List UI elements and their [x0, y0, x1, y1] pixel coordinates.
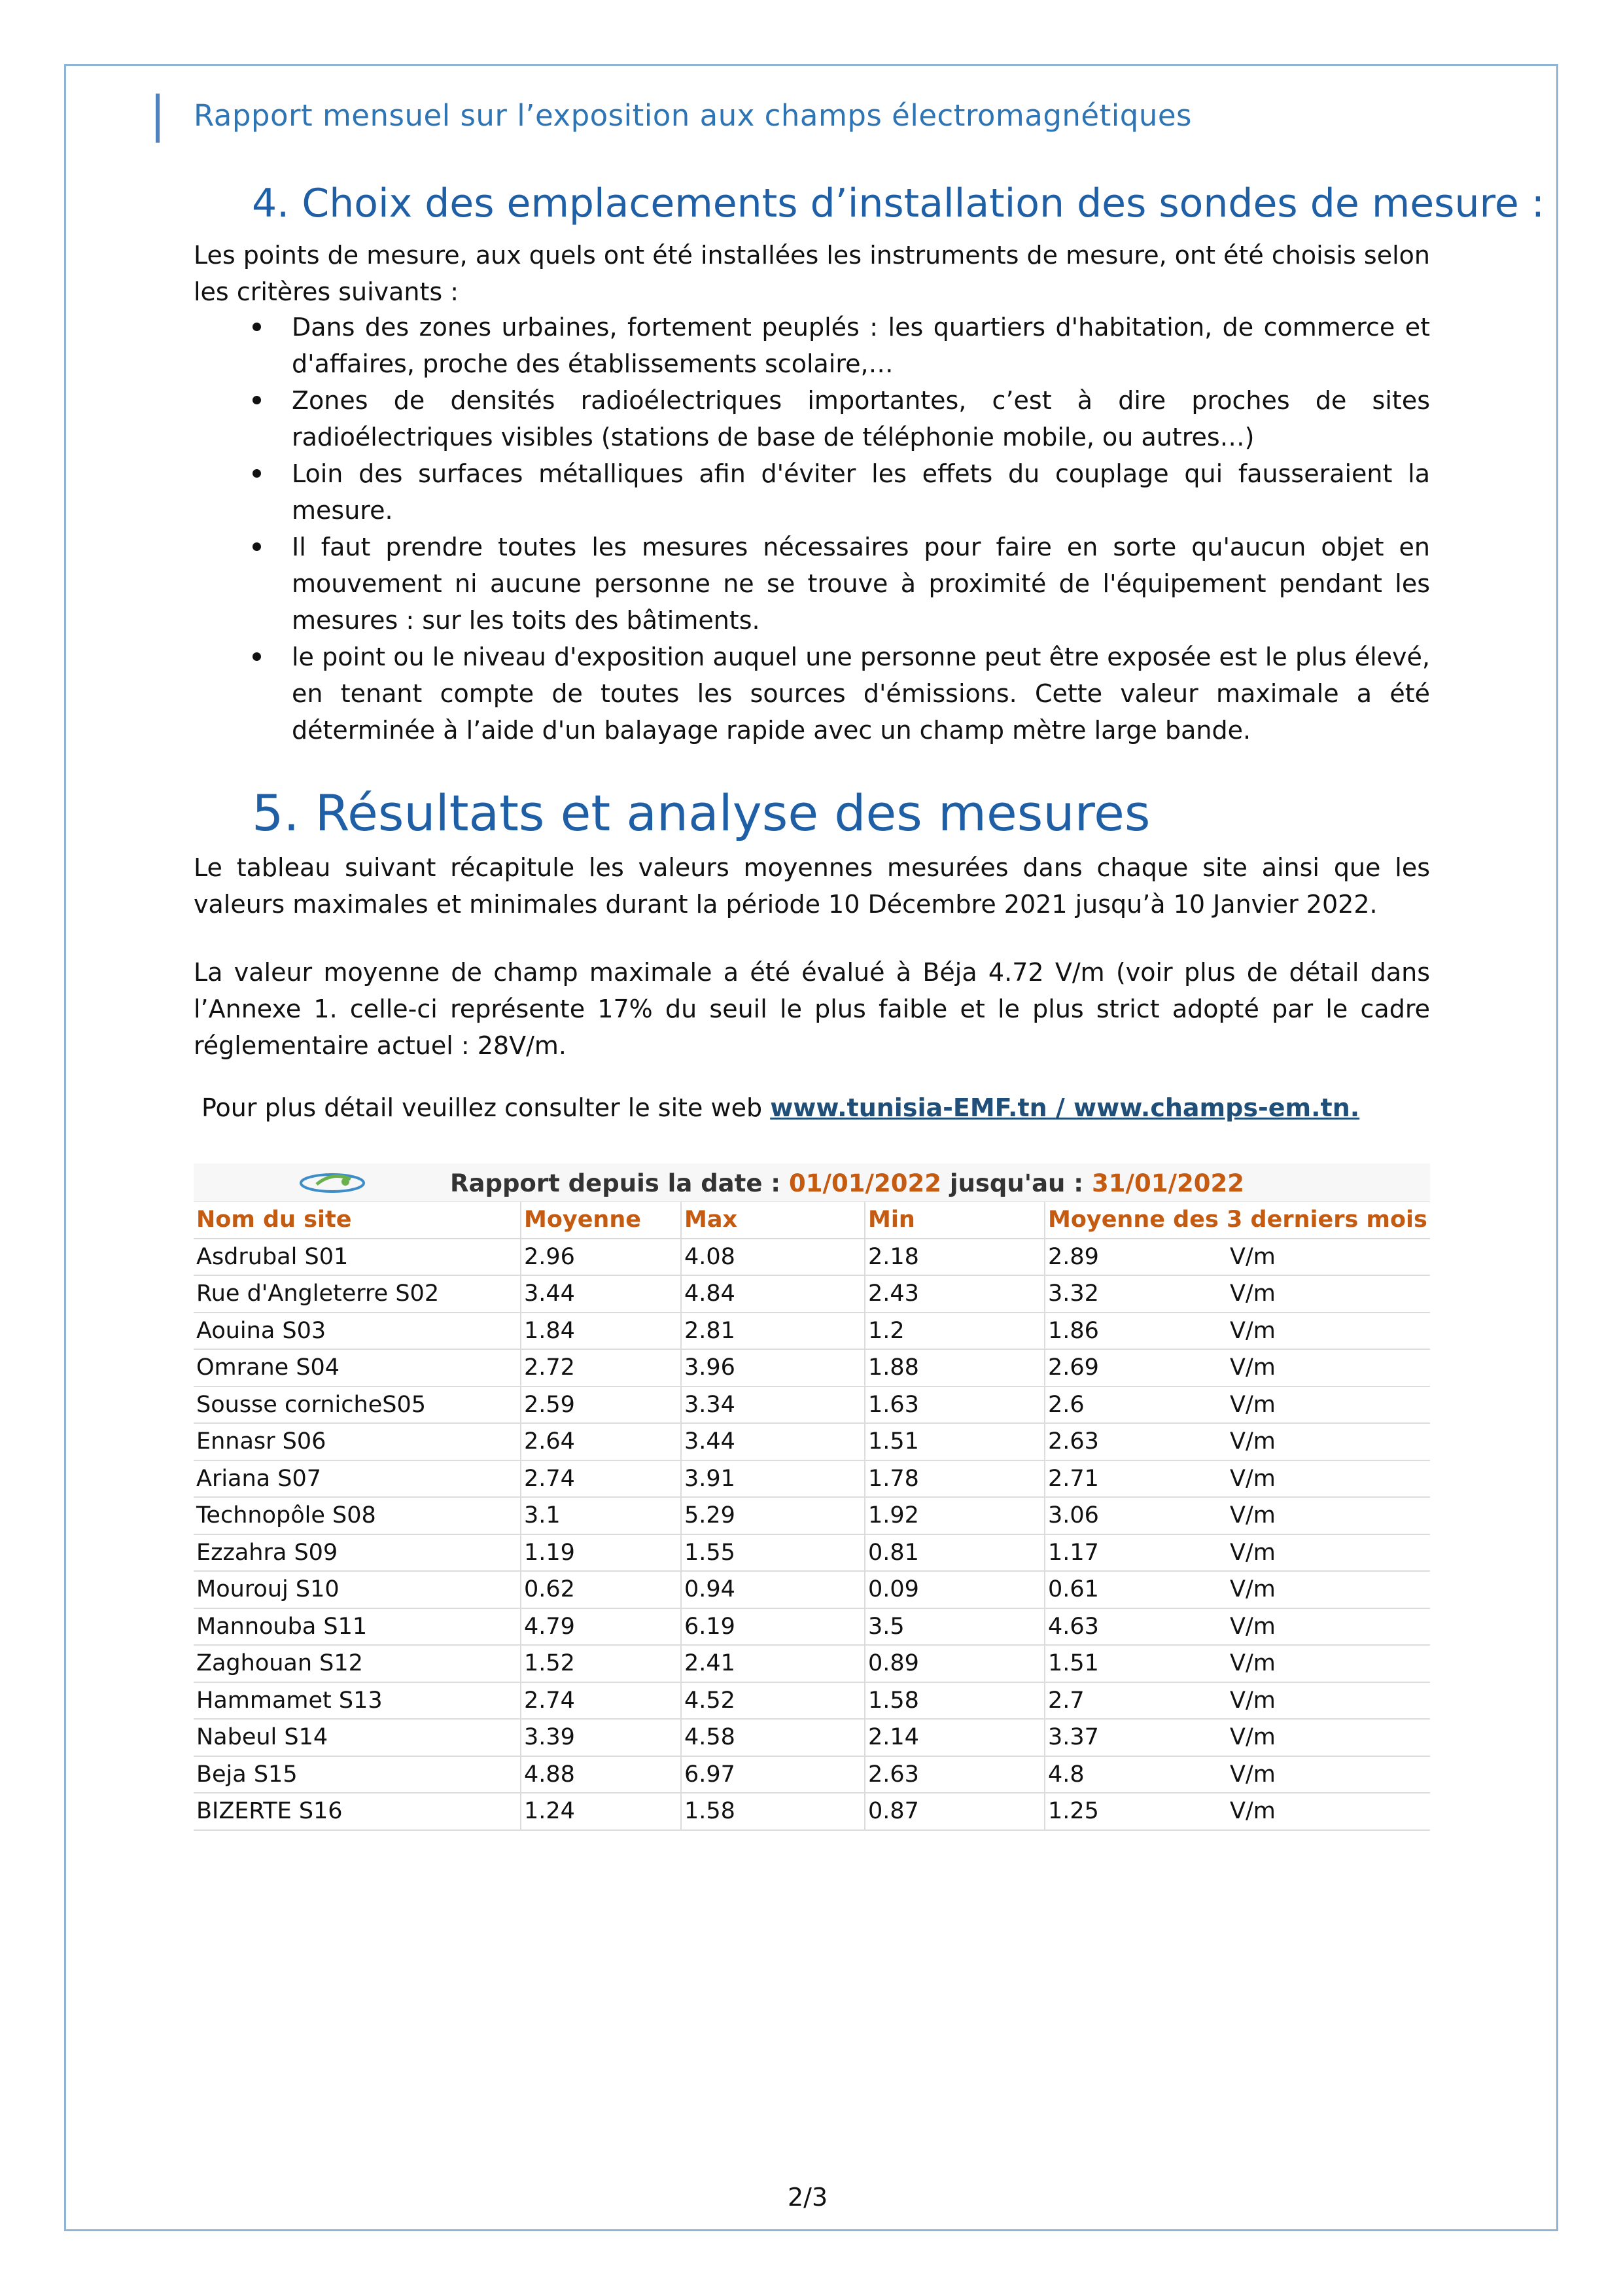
cell-moyenne-3-mois: 1.25 [1045, 1793, 1227, 1830]
cell-moyenne: 3.1 [521, 1497, 681, 1534]
table-row [194, 1386, 1430, 1424]
cell-min: 0.81 [865, 1534, 1045, 1572]
cell-moyenne-3-mois: 2.63 [1045, 1423, 1227, 1460]
cell-moyenne-3-mois: 2.6 [1045, 1386, 1227, 1424]
cell-unit: V/m [1227, 1386, 1430, 1424]
cell-moyenne: 1.84 [521, 1313, 681, 1350]
cell-site: Aouina S03 [194, 1313, 521, 1350]
cell-site: Nabeul S14 [194, 1719, 521, 1756]
cell-moyenne-3-mois: 1.86 [1045, 1313, 1227, 1350]
cell-min: 2.43 [865, 1275, 1045, 1313]
table-title: Rapport depuis la date : 01/01/2022 jusqu'au : 31/01/2022 [450, 1169, 1244, 1197]
cell-moyenne: 2.74 [521, 1460, 681, 1498]
cell-max: 2.81 [681, 1313, 865, 1350]
table-row [194, 1275, 1430, 1313]
cell-min: 1.88 [865, 1349, 1045, 1386]
date-from: 01/01/2022 [789, 1169, 941, 1197]
cell-moyenne: 4.79 [521, 1608, 681, 1646]
criteria-list [194, 309, 1430, 749]
cell-moyenne-3-mois: 1.51 [1045, 1645, 1227, 1682]
bullet-icon [253, 323, 261, 331]
cell-moyenne-3-mois: 4.63 [1045, 1608, 1227, 1646]
table-row [194, 1608, 1430, 1646]
cell-max: 1.58 [681, 1793, 865, 1830]
cell-min: 0.09 [865, 1571, 1045, 1608]
date-to: 31/01/2022 [1091, 1169, 1244, 1197]
cell-moyenne: 0.62 [521, 1571, 681, 1608]
bullet-icon [253, 469, 261, 478]
cell-moyenne-3-mois: 3.37 [1045, 1719, 1227, 1756]
col-header-max: Max [681, 1202, 865, 1239]
cell-site: Rue d'Angleterre S02 [194, 1275, 521, 1313]
cell-unit: V/m [1227, 1571, 1430, 1608]
section-5-para-1: Le tableau suivant récapitule les valeurs moyennes mesurées dans chaque site ainsi que les valeurs maximales et minimales durant la période 10 Décembre 2021 jusqu’à 10 Janvier 2022. [194, 853, 1430, 919]
cell-site: Mourouj S10 [194, 1571, 521, 1608]
bullet-icon [253, 542, 261, 551]
cell-moyenne: 2.64 [521, 1423, 681, 1460]
section-5-heading: 5. Résultats et analyse des mesures [252, 784, 1151, 842]
cell-site: Ezzahra S09 [194, 1534, 521, 1572]
table-header-row [194, 1202, 1430, 1239]
list-item: le point ou le niveau d'exposition auquel une personne peut être exposée est le plus élevé, en tenant compte de toutes les sources d'émissions. Cette valeur maximale a été déterminée à l’aide d'un balayage rapide avec un champ mètre large bande. [194, 639, 1430, 749]
list-item: Loin des surfaces métalliques afin d'éviter les effets du couplage qui fausseraient la mesure. [194, 455, 1430, 529]
cell-moyenne: 2.96 [521, 1239, 681, 1276]
cell-max: 3.91 [681, 1460, 865, 1498]
col-header-site: Nom du site [194, 1202, 521, 1239]
cell-min: 3.5 [865, 1608, 1045, 1646]
section-4-intro: Les points de mesure, aux quels ont été installées les instruments de mesure, ont été choisis selon les critères suivants : [194, 241, 1430, 306]
table-row [194, 1239, 1430, 1276]
table-title-bar [194, 1163, 1430, 1202]
cell-max: 4.84 [681, 1275, 865, 1313]
cell-moyenne-3-mois: 0.61 [1045, 1571, 1227, 1608]
cell-moyenne: 2.74 [521, 1682, 681, 1720]
cell-max: 0.94 [681, 1571, 865, 1608]
data-table [194, 1202, 1430, 1831]
table-row [194, 1682, 1430, 1720]
cell-unit: V/m [1227, 1239, 1430, 1276]
cell-unit: V/m [1227, 1793, 1430, 1830]
table-row [194, 1793, 1430, 1830]
cell-site: Ariana S07 [194, 1460, 521, 1498]
cell-site: Asdrubal S01 [194, 1239, 521, 1276]
cell-min: 2.18 [865, 1239, 1045, 1276]
cell-max: 3.34 [681, 1386, 865, 1424]
cell-unit: V/m [1227, 1756, 1430, 1793]
page-number: 2/3 [788, 2183, 828, 2212]
cell-moyenne-3-mois: 2.89 [1045, 1239, 1227, 1276]
cell-min: 0.87 [865, 1793, 1045, 1830]
cell-site: Omrane S04 [194, 1349, 521, 1386]
table-row [194, 1719, 1430, 1756]
cell-unit: V/m [1227, 1534, 1430, 1572]
cell-min: 2.14 [865, 1719, 1045, 1756]
cell-unit: V/m [1227, 1349, 1430, 1386]
header-title: Rapport mensuel sur l’exposition aux champs électromagnétiques [194, 98, 1192, 133]
cell-moyenne: 4.88 [521, 1756, 681, 1793]
cell-min: 0.89 [865, 1645, 1045, 1682]
cell-moyenne: 3.44 [521, 1275, 681, 1313]
cell-site: Mannouba S11 [194, 1608, 521, 1646]
cell-site: Zaghouan S12 [194, 1645, 521, 1682]
col-header-moyenne: Moyenne [521, 1202, 681, 1239]
cell-moyenne-3-mois: 1.17 [1045, 1534, 1227, 1572]
table-row [194, 1534, 1430, 1572]
cell-moyenne-3-mois: 2.7 [1045, 1682, 1227, 1720]
cell-unit: V/m [1227, 1275, 1430, 1313]
cell-moyenne-3-mois: 2.69 [1045, 1349, 1227, 1386]
cell-site: Sousse cornicheS05 [194, 1386, 521, 1424]
cell-max: 3.44 [681, 1423, 865, 1460]
cell-unit: V/m [1227, 1608, 1430, 1646]
cell-moyenne-3-mois: 2.71 [1045, 1460, 1227, 1498]
cell-moyenne: 3.39 [521, 1719, 681, 1756]
cell-max: 6.19 [681, 1608, 865, 1646]
col-header-moyenne-3-mois: Moyenne des 3 derniers mois [1045, 1202, 1430, 1239]
cell-unit: V/m [1227, 1423, 1430, 1460]
cell-unit: V/m [1227, 1719, 1430, 1756]
section-5-para-2: La valeur moyenne de champ maximale a été évalué à Béja 4.72 V/m (voir plus de détail dans l’Annexe 1. celle-ci représente 17% du seuil le plus faible et le plus strict adopté par le cadre réglementaire actuel : 28V/m. [194, 958, 1430, 1060]
cell-unit: V/m [1227, 1313, 1430, 1350]
cell-moyenne-3-mois: 3.06 [1045, 1497, 1227, 1534]
logo-icon [297, 1170, 368, 1195]
table-row [194, 1756, 1430, 1793]
measurements-table [194, 1163, 1430, 1831]
cell-max: 3.96 [681, 1349, 865, 1386]
bullet-icon [253, 396, 261, 404]
cell-max: 4.58 [681, 1719, 865, 1756]
bullet-icon [253, 652, 261, 661]
table-row [194, 1423, 1430, 1460]
cell-moyenne: 1.24 [521, 1793, 681, 1830]
cell-moyenne: 1.19 [521, 1534, 681, 1572]
section-4-heading: 4. Choix des emplacements d’installation des sondes de mesure : [252, 181, 1545, 226]
cell-max: 1.55 [681, 1534, 865, 1572]
cell-moyenne: 2.59 [521, 1386, 681, 1424]
cell-unit: V/m [1227, 1460, 1430, 1498]
cell-min: 1.2 [865, 1313, 1045, 1350]
cell-site: BIZERTE S16 [194, 1793, 521, 1830]
cell-max: 6.97 [681, 1756, 865, 1793]
table-row [194, 1349, 1430, 1386]
cell-moyenne-3-mois: 4.8 [1045, 1756, 1227, 1793]
cell-min: 1.58 [865, 1682, 1045, 1720]
cell-site: Technopôle S08 [194, 1497, 521, 1534]
list-item: Zones de densités radioélectriques importantes, c’est à dire proches de sites radioélectriques visibles (stations de base de téléphonie mobile, ou autres…) [194, 382, 1430, 455]
cell-site: Beja S15 [194, 1756, 521, 1793]
table-row [194, 1645, 1430, 1682]
table-row [194, 1497, 1430, 1534]
cell-unit: V/m [1227, 1682, 1430, 1720]
cell-unit: V/m [1227, 1645, 1430, 1682]
list-item: Il faut prendre toutes les mesures nécessaires pour faire en sorte qu'aucun objet en mouvement ni aucune personne ne se trouve à proximité de l'équipement pendant les mesures : sur les toits des bâtiments. [194, 529, 1430, 639]
cell-min: 1.63 [865, 1386, 1045, 1424]
cell-moyenne-3-mois: 3.32 [1045, 1275, 1227, 1313]
website-link[interactable]: www.tunisia-EMF.tn / www.champs-em.tn. [770, 1093, 1360, 1122]
section-5-para-3: Pour plus détail veuillez consulter le site web www.tunisia-EMF.tn / www.champs-em.tn. [201, 1093, 1360, 1122]
cell-max: 2.41 [681, 1645, 865, 1682]
cell-max: 4.52 [681, 1682, 865, 1720]
cell-max: 5.29 [681, 1497, 865, 1534]
cell-min: 1.51 [865, 1423, 1045, 1460]
col-header-min: Min [865, 1202, 1045, 1239]
table-row [194, 1313, 1430, 1350]
cell-max: 4.08 [681, 1239, 865, 1276]
header-accent-bar [156, 94, 160, 143]
cell-min: 1.92 [865, 1497, 1045, 1534]
cell-site: Hammamet S13 [194, 1682, 521, 1720]
cell-min: 1.78 [865, 1460, 1045, 1498]
cell-unit: V/m [1227, 1497, 1430, 1534]
table-row [194, 1460, 1430, 1498]
cell-site: Ennasr S06 [194, 1423, 521, 1460]
table-row [194, 1571, 1430, 1608]
cell-moyenne: 1.52 [521, 1645, 681, 1682]
cell-moyenne: 2.72 [521, 1349, 681, 1386]
list-item: Dans des zones urbaines, fortement peuplés : les quartiers d'habitation, de commerce et d'affaires, proche des établissements scolaire,… [194, 309, 1430, 382]
cell-min: 2.63 [865, 1756, 1045, 1793]
